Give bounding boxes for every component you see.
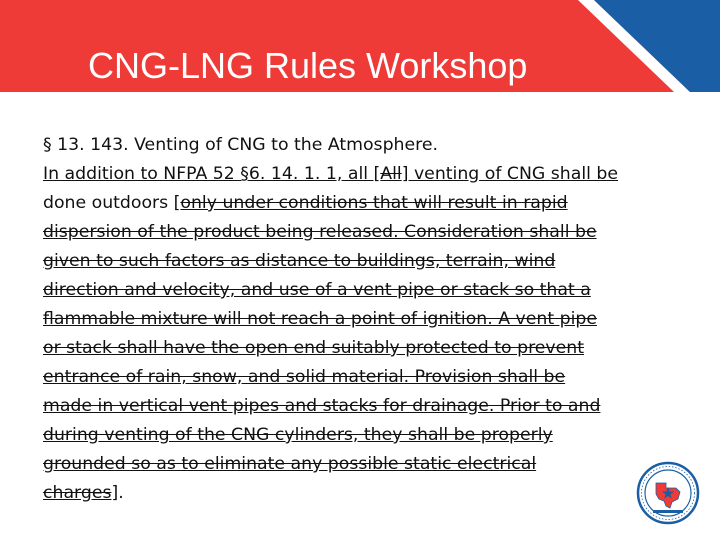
- deleted-line: flammable mixture will not reach a point of ignition. A vent pipe: [43, 309, 597, 329]
- deleted-line: or stack shall have the open end suitably protected to prevent: [43, 338, 585, 358]
- deleted-line: entrance of rain, snow, and solid material. Provision shall be: [43, 367, 566, 387]
- deleted-line: during venting of the CNG cylinders, they shall be properly: [43, 425, 553, 445]
- rule-text: [43, 131, 683, 508]
- deleted-line: grounded so as to eliminate any possible static electrical: [43, 454, 537, 474]
- inserted-text: ] venting of CNG shall be: [401, 164, 619, 184]
- rule-line-1: [43, 160, 683, 189]
- rule-text-span: ].: [111, 483, 124, 503]
- rule-text-span: done outdoors [: [43, 193, 181, 213]
- railroad-commission-seal-icon: [636, 461, 700, 525]
- slide-title: CNG-LNG Rules Workshop: [88, 45, 528, 86]
- deleted-line: given to such factors as distance to buildings, terrain, wind: [43, 251, 556, 271]
- deleted-text: All: [380, 164, 402, 184]
- deleted-line: made in vertical vent pipes and stacks for drainage. Prior to and: [43, 396, 601, 416]
- deleted-line: dispersion of the product being released. Consideration shall be: [43, 222, 597, 242]
- deleted-text: only under conditions that will result in rapid: [180, 193, 568, 213]
- inserted-text: In addition to NFPA 52 §6. 14. 1. 1, all [: [43, 164, 381, 184]
- deleted-text: charges: [43, 483, 112, 503]
- rule-heading: § 13. 143. Venting of CNG to the Atmosphere.: [43, 135, 438, 155]
- deleted-line: direction and velocity, and use of a vent pipe or stack so that a: [43, 280, 591, 300]
- rule-line-last: [43, 479, 683, 508]
- rule-line-2: [43, 189, 683, 218]
